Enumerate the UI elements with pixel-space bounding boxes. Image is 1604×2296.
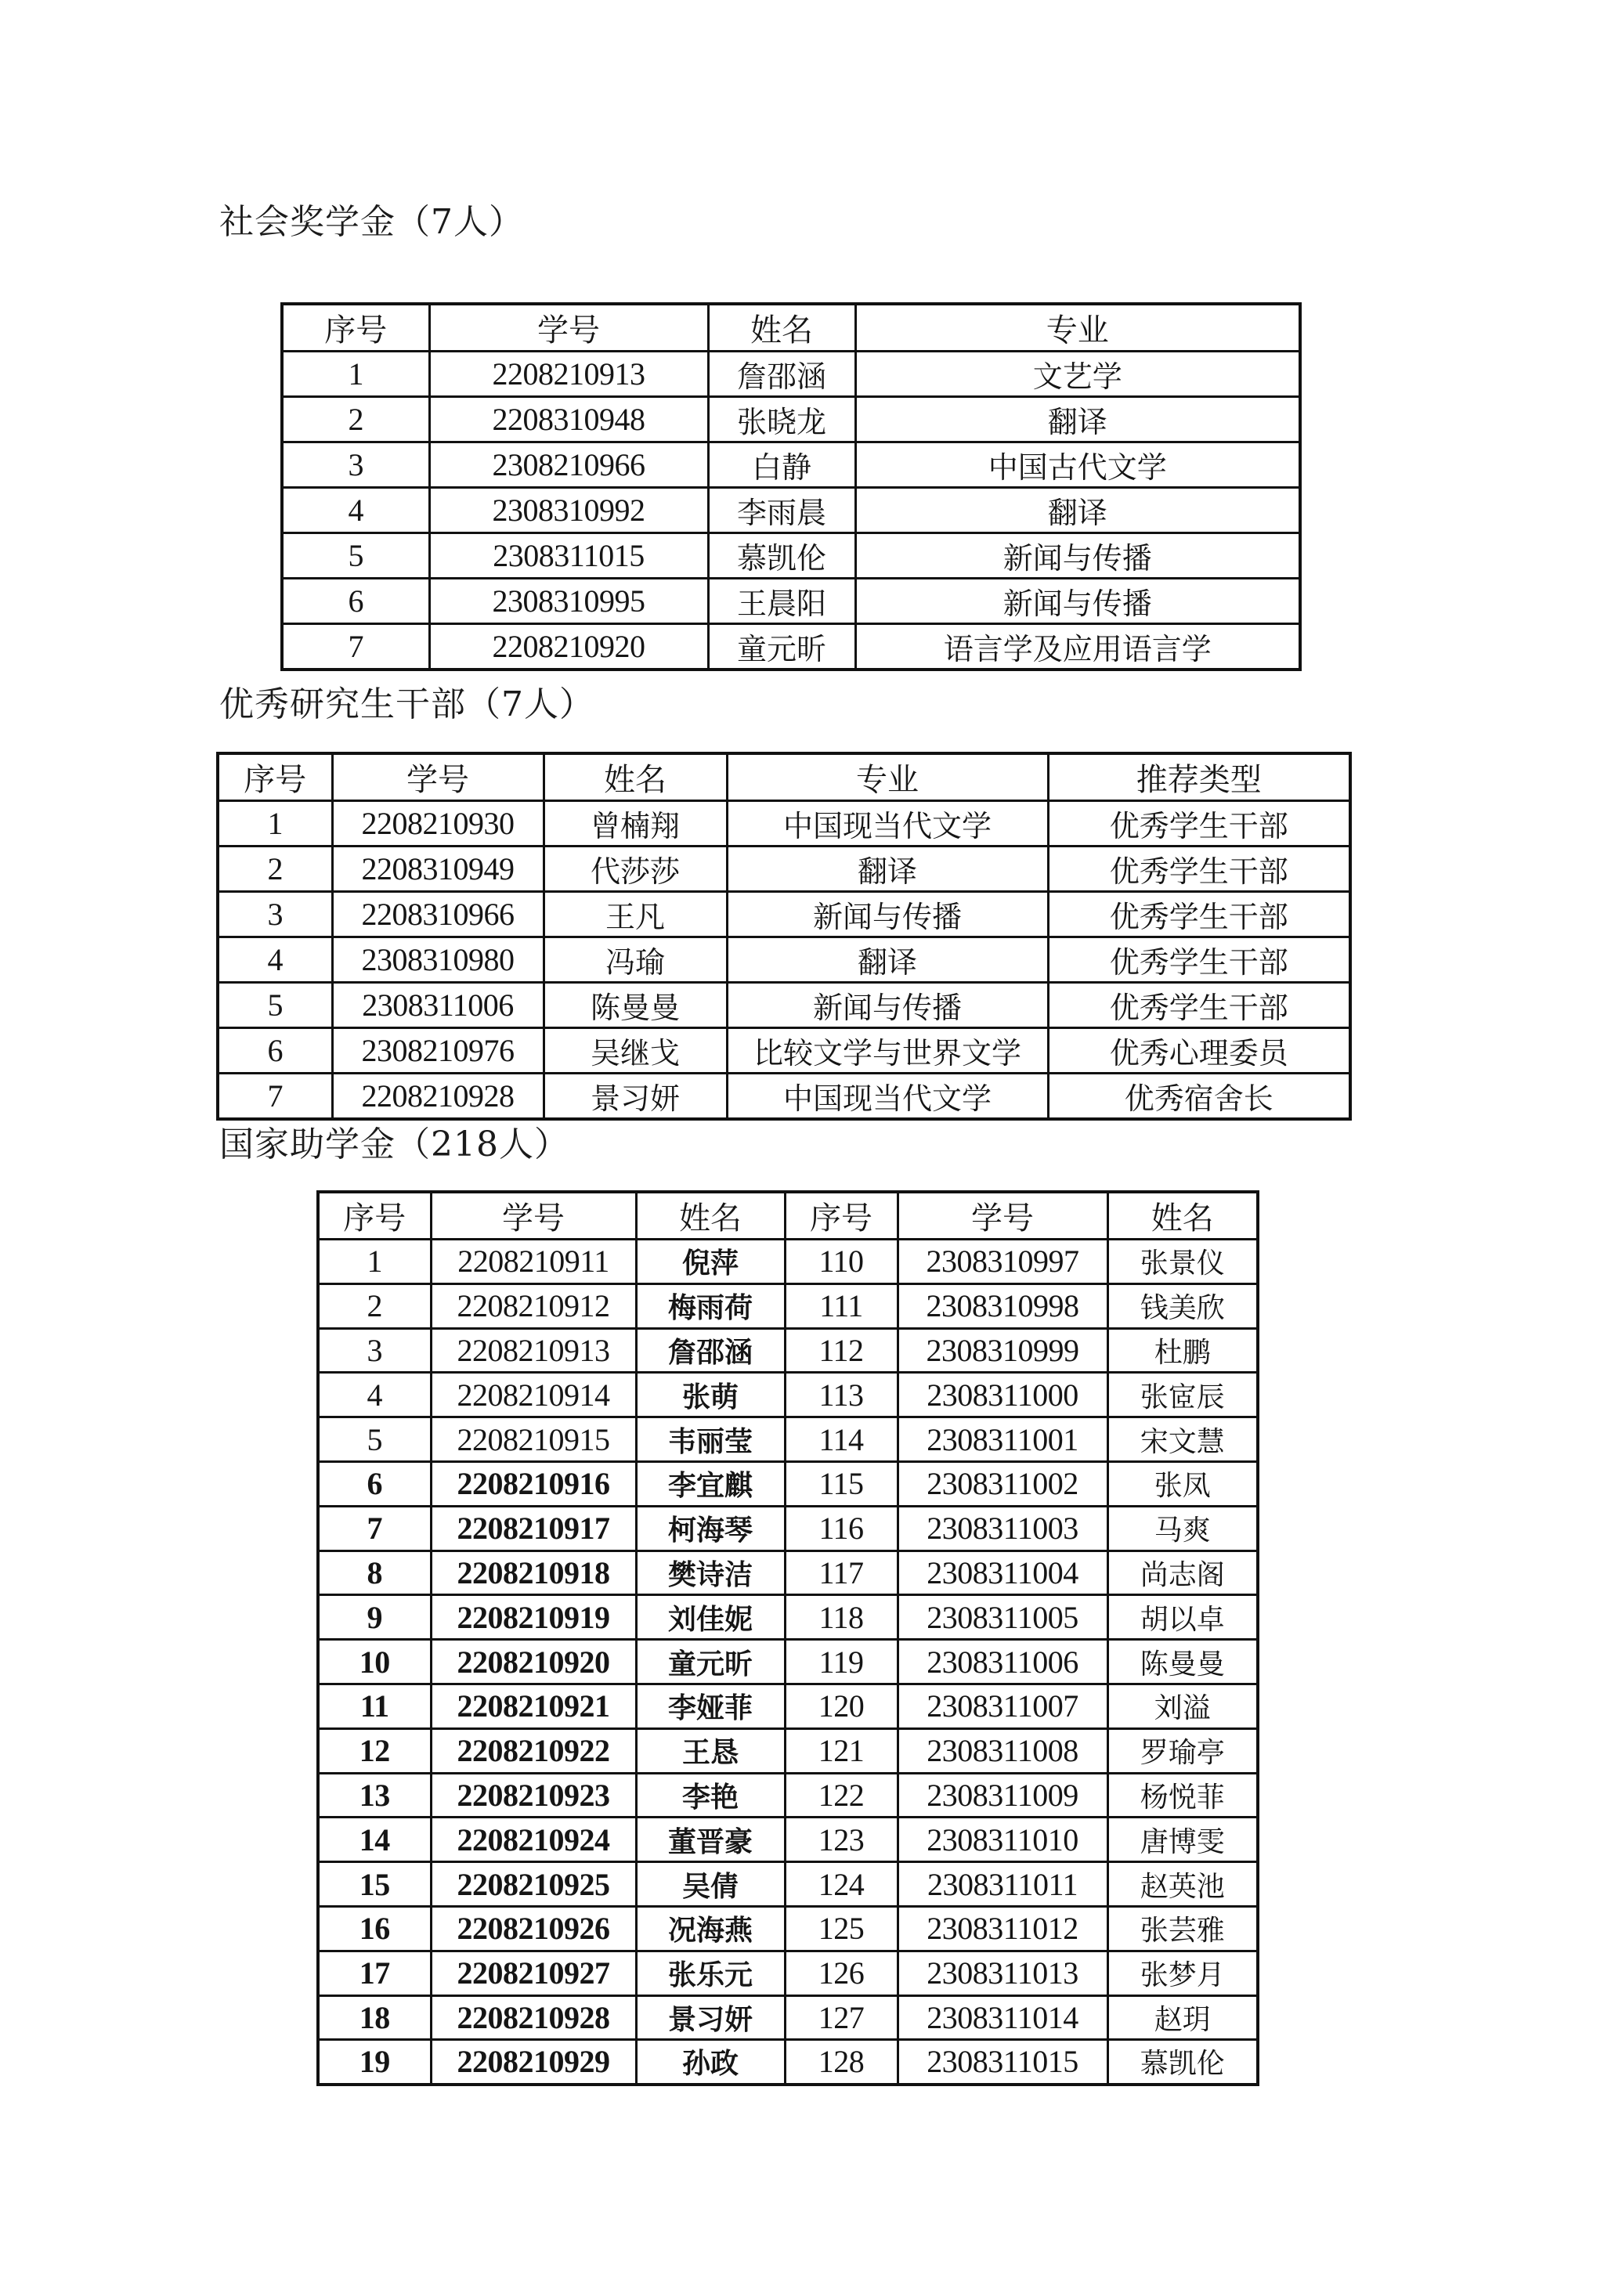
table-cell: 2208210925	[431, 1862, 636, 1907]
table-cell: 123	[785, 1818, 898, 1862]
table-cell: 2208210914	[431, 1373, 636, 1417]
table-cell: 张芸雅	[1107, 1906, 1258, 1951]
table-cell: 2208210928	[332, 1074, 544, 1120]
table-cell: 2308310998	[898, 1283, 1107, 1328]
table-row	[218, 847, 1350, 892]
table-cell: 刘溢	[1107, 1684, 1258, 1728]
social-scholarship-title: 社会奖学金（7人）	[219, 202, 524, 242]
table-cell: 2208210917	[431, 1506, 636, 1551]
column-header: 姓名	[1107, 1192, 1258, 1240]
table-cell: 张凤	[1107, 1461, 1258, 1506]
table-cell: 2208210921	[431, 1684, 636, 1728]
column-header: 姓名	[544, 753, 727, 801]
table-row	[318, 2040, 1258, 2085]
table-cell: 6	[282, 579, 429, 624]
table-row	[318, 1283, 1258, 1328]
table-cell: 韦丽莹	[636, 1417, 785, 1462]
table-cell: 4	[218, 937, 332, 983]
table-row	[318, 1906, 1258, 1951]
table-cell: 李艳	[636, 1773, 785, 1818]
column-header: 序号	[282, 304, 429, 352]
table-cell: 中国古代文学	[855, 442, 1300, 488]
table-row	[282, 533, 1300, 579]
table-cell: 1	[282, 352, 429, 397]
table-cell: 2208210927	[431, 1951, 636, 1995]
column-header: 学号	[429, 304, 708, 352]
table-cell: 2308310992	[429, 488, 708, 533]
table-cell: 2	[318, 1283, 431, 1328]
table-cell: 优秀学生干部	[1048, 847, 1350, 892]
table-cell: 樊诗洁	[636, 1551, 785, 1595]
social-scholarship-table	[280, 302, 1302, 671]
table-cell: 李娅菲	[636, 1684, 785, 1728]
table-cell: 优秀学生干部	[1048, 892, 1350, 937]
table-cell: 2308310980	[332, 937, 544, 983]
table-cell: 董晋豪	[636, 1818, 785, 1862]
table-cell: 2308311007	[898, 1684, 1107, 1728]
table-cell: 张梦月	[1107, 1951, 1258, 1995]
table-cell: 6	[318, 1461, 431, 1506]
table-cell: 7	[318, 1506, 431, 1551]
table-row	[318, 1595, 1258, 1640]
table-cell: 2208210922	[431, 1728, 636, 1773]
table-cell: 孙政	[636, 2040, 785, 2085]
table-cell: 2308311015	[898, 2040, 1107, 2085]
table-cell: 2308311015	[429, 533, 708, 579]
table-cell: 詹邵涵	[708, 352, 855, 397]
table-cell: 唐博雯	[1107, 1818, 1258, 1862]
table-cell: 2308311011	[898, 1862, 1107, 1907]
table-cell: 陈曼曼	[544, 983, 727, 1028]
table-cell: 2208210920	[429, 624, 708, 670]
table-cell: 2208210928	[431, 1995, 636, 2040]
table-cell: 110	[785, 1240, 898, 1284]
table-cell: 7	[218, 1074, 332, 1120]
table-cell: 2208210916	[431, 1461, 636, 1506]
column-header: 学号	[332, 753, 544, 801]
table-cell: 慕凯伦	[1107, 2040, 1258, 2085]
table-cell: 117	[785, 1551, 898, 1595]
table-cell: 新闻与传播	[855, 579, 1300, 624]
table-row	[318, 1951, 1258, 1995]
table-cell: 2308311002	[898, 1461, 1107, 1506]
table-cell: 张宧辰	[1107, 1373, 1258, 1417]
table-cell: 2208210930	[332, 801, 544, 847]
table-cell: 文艺学	[855, 352, 1300, 397]
table-cell: 4	[318, 1373, 431, 1417]
table-cell: 118	[785, 1595, 898, 1640]
table-cell: 2208210926	[431, 1906, 636, 1951]
table-cell: 16	[318, 1906, 431, 1951]
table-row	[318, 1818, 1258, 1862]
table-cell: 中国现当代文学	[727, 1074, 1048, 1120]
table-cell: 17	[318, 1951, 431, 1995]
table-cell: 2308311004	[898, 1551, 1107, 1595]
table-cell: 王晨阳	[708, 579, 855, 624]
table-cell: 18	[318, 1995, 431, 2040]
table-cell: 5	[318, 1417, 431, 1462]
table-cell: 113	[785, 1373, 898, 1417]
table-cell: 2308311014	[898, 1995, 1107, 2040]
table-cell: 126	[785, 1951, 898, 1995]
table-cell: 比较文学与世界文学	[727, 1028, 1048, 1074]
table-cell: 2208210923	[431, 1773, 636, 1818]
column-header: 专业	[727, 753, 1048, 801]
table-cell: 119	[785, 1640, 898, 1684]
table-cell: 12	[318, 1728, 431, 1773]
table-cell: 111	[785, 1283, 898, 1328]
table-cell: 7	[282, 624, 429, 670]
table-row	[218, 801, 1350, 847]
table-cell: 翻译	[855, 397, 1300, 442]
table-cell: 8	[318, 1551, 431, 1595]
table-cell: 124	[785, 1862, 898, 1907]
table-cell: 121	[785, 1728, 898, 1773]
table-cell: 优秀宿舍长	[1048, 1074, 1350, 1120]
table-row	[218, 1074, 1350, 1120]
table-cell: 125	[785, 1906, 898, 1951]
table-row	[282, 579, 1300, 624]
table-cell: 代莎莎	[544, 847, 727, 892]
table-cell: 5	[218, 983, 332, 1028]
table-cell: 4	[282, 488, 429, 533]
excellent-cadres-table	[216, 752, 1352, 1121]
table-cell: 14	[318, 1818, 431, 1862]
table-cell: 张乐元	[636, 1951, 785, 1995]
column-header: 专业	[855, 304, 1300, 352]
table-cell: 13	[318, 1773, 431, 1818]
table-header-row	[318, 1192, 1258, 1240]
column-header: 序号	[318, 1192, 431, 1240]
table-cell: 曾楠翔	[544, 801, 727, 847]
table-cell: 柯海琴	[636, 1506, 785, 1551]
table-cell: 优秀学生干部	[1048, 801, 1350, 847]
table-row	[318, 1506, 1258, 1551]
table-cell: 2308311006	[332, 983, 544, 1028]
table-cell: 127	[785, 1995, 898, 2040]
table-cell: 刘佳妮	[636, 1595, 785, 1640]
table-row	[282, 352, 1300, 397]
table-cell: 3	[318, 1328, 431, 1373]
table-cell: 2308311003	[898, 1506, 1107, 1551]
table-cell: 张萌	[636, 1373, 785, 1417]
table-row	[318, 1461, 1258, 1506]
table-cell: 李宜麒	[636, 1461, 785, 1506]
table-cell: 10	[318, 1640, 431, 1684]
table-cell: 陈曼曼	[1107, 1640, 1258, 1684]
table-header-row	[218, 753, 1350, 801]
table-cell: 122	[785, 1773, 898, 1818]
table-row	[318, 1995, 1258, 2040]
national-grant-title: 国家助学金（218人）	[219, 1125, 569, 1164]
table-cell: 景习妍	[636, 1995, 785, 2040]
column-header: 序号	[785, 1192, 898, 1240]
table-cell: 9	[318, 1595, 431, 1640]
table-row	[318, 1773, 1258, 1818]
table-cell: 2	[218, 847, 332, 892]
table-cell: 2208210924	[431, 1818, 636, 1862]
table-cell: 吴继戈	[544, 1028, 727, 1074]
table-cell: 112	[785, 1328, 898, 1373]
table-cell: 童元昕	[636, 1640, 785, 1684]
table-cell: 王恳	[636, 1728, 785, 1773]
column-header: 姓名	[636, 1192, 785, 1240]
table-cell: 新闻与传播	[727, 892, 1048, 937]
table-cell: 6	[218, 1028, 332, 1074]
table-cell: 15	[318, 1862, 431, 1907]
table-cell: 童元昕	[708, 624, 855, 670]
table-cell: 2308210976	[332, 1028, 544, 1074]
table-cell: 2308310999	[898, 1328, 1107, 1373]
table-cell: 2208210912	[431, 1283, 636, 1328]
table-cell: 冯瑜	[544, 937, 727, 983]
table-cell: 张晓龙	[708, 397, 855, 442]
table-cell: 120	[785, 1684, 898, 1728]
table-cell: 2208210918	[431, 1551, 636, 1595]
table-cell: 11	[318, 1684, 431, 1728]
table-cell: 白静	[708, 442, 855, 488]
table-cell: 钱美欣	[1107, 1283, 1258, 1328]
table-row	[282, 488, 1300, 533]
table-cell: 翻译	[855, 488, 1300, 533]
table-cell: 倪萍	[636, 1240, 785, 1284]
table-row	[318, 1684, 1258, 1728]
national-grant-table	[316, 1190, 1259, 2086]
column-header: 序号	[218, 753, 332, 801]
table-cell: 2208210929	[431, 2040, 636, 2085]
table-cell: 慕凯伦	[708, 533, 855, 579]
table-cell: 李雨晨	[708, 488, 855, 533]
table-row	[318, 1328, 1258, 1373]
table-row	[318, 1640, 1258, 1684]
table-cell: 2	[282, 397, 429, 442]
table-cell: 中国现当代文学	[727, 801, 1048, 847]
table-cell: 114	[785, 1417, 898, 1462]
table-cell: 优秀心理委员	[1048, 1028, 1350, 1074]
table-cell: 况海燕	[636, 1906, 785, 1951]
table-cell: 2208210913	[429, 352, 708, 397]
table-cell: 新闻与传播	[855, 533, 1300, 579]
table-cell: 宋文慧	[1107, 1417, 1258, 1462]
table-cell: 胡以卓	[1107, 1595, 1258, 1640]
table-cell: 1	[318, 1240, 431, 1284]
table-cell: 翻译	[727, 847, 1048, 892]
table-cell: 3	[282, 442, 429, 488]
table-cell: 2308311013	[898, 1951, 1107, 1995]
excellent-cadres-title: 优秀研究生干部（7人）	[219, 684, 594, 724]
table-cell: 2308310995	[429, 579, 708, 624]
table-cell: 2208210915	[431, 1417, 636, 1462]
table-cell: 19	[318, 2040, 431, 2085]
table-row	[218, 892, 1350, 937]
column-header: 学号	[898, 1192, 1107, 1240]
table-cell: 128	[785, 2040, 898, 2085]
table-cell: 2308311005	[898, 1595, 1107, 1640]
table-row	[282, 624, 1300, 670]
table-cell: 优秀学生干部	[1048, 937, 1350, 983]
table-cell: 116	[785, 1506, 898, 1551]
table-cell: 2208210911	[431, 1240, 636, 1284]
table-cell: 2208210920	[431, 1640, 636, 1684]
table-cell: 2308311006	[898, 1640, 1107, 1684]
table-cell: 赵玥	[1107, 1995, 1258, 2040]
table-cell: 2308311008	[898, 1728, 1107, 1773]
table-cell: 2208210913	[431, 1328, 636, 1373]
table-row	[318, 1240, 1258, 1284]
table-cell: 2208310966	[332, 892, 544, 937]
table-cell: 新闻与传播	[727, 983, 1048, 1028]
table-cell: 王凡	[544, 892, 727, 937]
table-cell: 詹邵涵	[636, 1328, 785, 1373]
table-cell: 2308311012	[898, 1906, 1107, 1951]
table-cell: 2308311001	[898, 1417, 1107, 1462]
table-cell: 尚志阁	[1107, 1551, 1258, 1595]
table-cell: 杜鹏	[1107, 1328, 1258, 1373]
table-row	[218, 1028, 1350, 1074]
table-cell: 2308311010	[898, 1818, 1107, 1862]
table-cell: 5	[282, 533, 429, 579]
table-cell: 2208310948	[429, 397, 708, 442]
table-cell: 罗瑜亭	[1107, 1728, 1258, 1773]
table-row	[282, 397, 1300, 442]
table-cell: 杨悦菲	[1107, 1773, 1258, 1818]
table-cell: 赵英池	[1107, 1862, 1258, 1907]
table-row	[318, 1373, 1258, 1417]
table-cell: 梅雨荷	[636, 1283, 785, 1328]
table-row	[282, 442, 1300, 488]
table-row	[218, 983, 1350, 1028]
table-cell: 语言学及应用语言学	[855, 624, 1300, 670]
table-cell: 翻译	[727, 937, 1048, 983]
table-cell: 2308311000	[898, 1373, 1107, 1417]
table-cell: 3	[218, 892, 332, 937]
column-header: 学号	[431, 1192, 636, 1240]
table-cell: 马爽	[1107, 1506, 1258, 1551]
table-cell: 优秀学生干部	[1048, 983, 1350, 1028]
table-cell: 2208310949	[332, 847, 544, 892]
column-header: 姓名	[708, 304, 855, 352]
table-row	[318, 1417, 1258, 1462]
column-header: 推荐类型	[1048, 753, 1350, 801]
table-header-row	[282, 304, 1300, 352]
table-row	[318, 1728, 1258, 1773]
table-cell: 张景仪	[1107, 1240, 1258, 1284]
table-cell: 1	[218, 801, 332, 847]
table-cell: 2308311009	[898, 1773, 1107, 1818]
table-cell: 2308310997	[898, 1240, 1107, 1284]
table-row	[318, 1551, 1258, 1595]
table-row	[318, 1862, 1258, 1907]
table-cell: 2308210966	[429, 442, 708, 488]
table-cell: 景习妍	[544, 1074, 727, 1120]
table-cell: 吴倩	[636, 1862, 785, 1907]
table-cell: 2208210919	[431, 1595, 636, 1640]
table-row	[218, 937, 1350, 983]
table-cell: 115	[785, 1461, 898, 1506]
